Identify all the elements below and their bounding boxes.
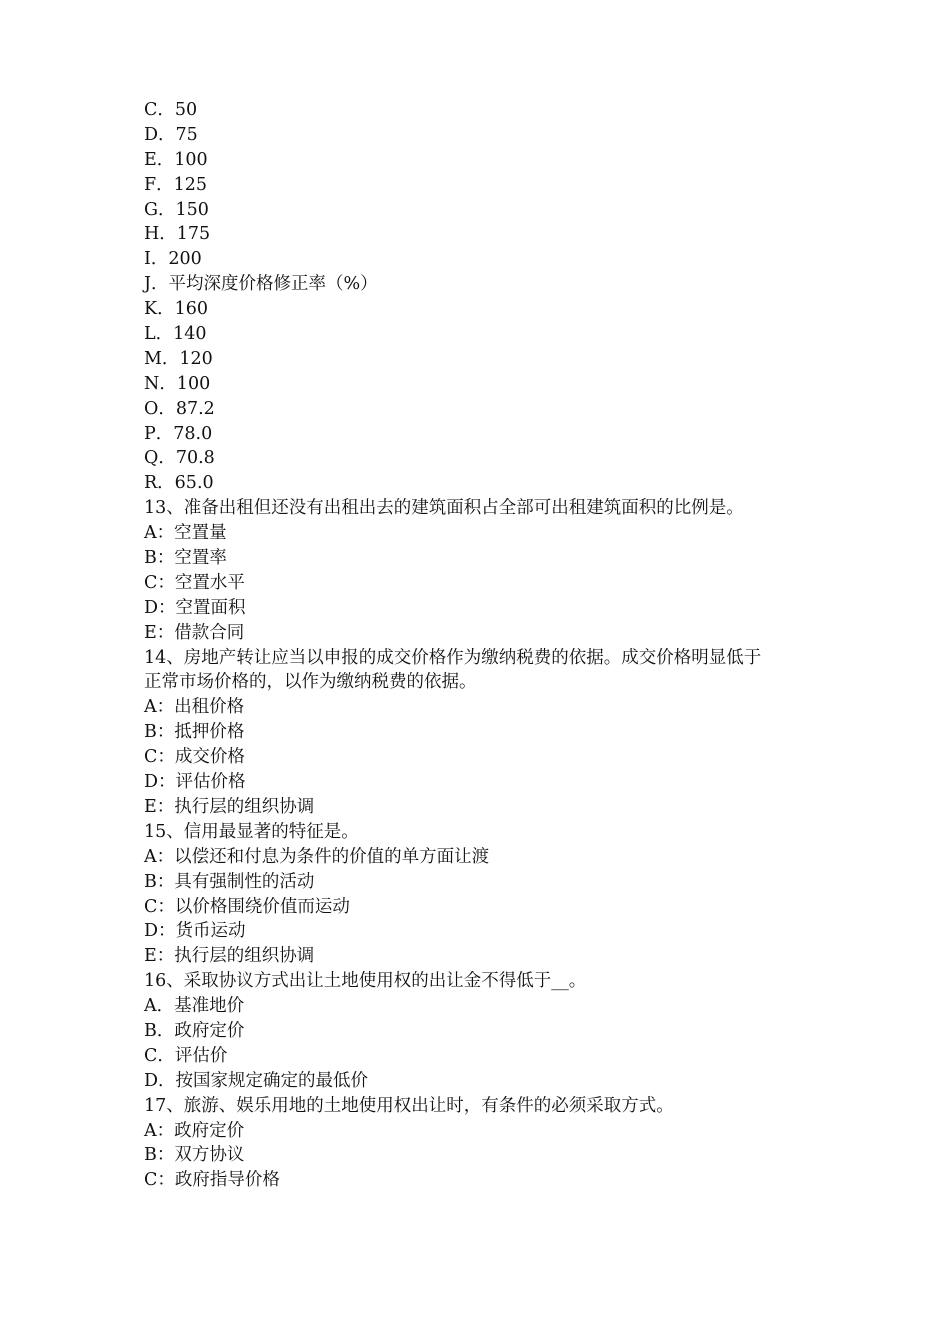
q15-option-a: A：以偿还和付息为条件的价值的单方面让渡 bbox=[144, 846, 490, 867]
q17-option-a: A：政府定价 bbox=[144, 1120, 245, 1141]
q14-option-b: B：抵押价格 bbox=[144, 722, 245, 743]
question-17: 17、旅游、娱乐用地的土地使用权出让时，有条件的必须采取方式。 bbox=[144, 1095, 674, 1116]
q16-option-b: B．政府定价 bbox=[144, 1020, 245, 1041]
q16-option-c: C．评估价 bbox=[144, 1045, 228, 1066]
q14-option-d: D：评估价格 bbox=[144, 772, 246, 793]
q13-option-a: A：空置量 bbox=[144, 523, 227, 544]
q13-option-b: B：空置率 bbox=[144, 548, 227, 569]
q16-option-d: D．按国家规定确定的最低价 bbox=[144, 1070, 369, 1091]
q16-option-a: A．基准地价 bbox=[144, 996, 245, 1017]
q13-option-d: D：空置面积 bbox=[144, 597, 246, 618]
option-q: Q．70.8 bbox=[144, 448, 215, 469]
document-body bbox=[144, 98, 814, 1193]
question-14-continued: 正常市场价格的，以作为缴纳税费的依据。 bbox=[144, 672, 477, 693]
q14-option-a: A：出租价格 bbox=[144, 697, 245, 718]
q17-option-b: B：双方协议 bbox=[144, 1145, 245, 1166]
q15-option-e: E：执行层的组织协调 bbox=[144, 946, 315, 967]
question-13: 13、准备出租但还没有出租出去的建筑面积占全部可出租建筑面积的比例是。 bbox=[144, 498, 744, 519]
option-l: L．140 bbox=[144, 324, 207, 345]
question-15: 15、信用最显著的特征是。 bbox=[144, 821, 359, 842]
option-o: O．87.2 bbox=[144, 398, 215, 419]
q13-option-c: C：空置水平 bbox=[144, 572, 245, 593]
option-e: E．100 bbox=[144, 149, 208, 170]
q17-option-c: C：政府指导价格 bbox=[144, 1170, 280, 1191]
q13-option-e: E：借款合同 bbox=[144, 622, 245, 643]
option-c: C．50 bbox=[144, 100, 198, 120]
q15-option-c: C：以价格围绕价值而运动 bbox=[144, 896, 350, 917]
option-r: R．65.0 bbox=[144, 473, 214, 494]
q14-option-e: E：执行层的组织协调 bbox=[144, 796, 315, 817]
q15-option-d: D：货币运动 bbox=[144, 921, 246, 942]
question-16: 16、采取协议方式出让土地使用权的出让金不得低于__。 bbox=[144, 971, 587, 992]
option-g: G．150 bbox=[144, 199, 209, 220]
option-h: H．175 bbox=[144, 224, 211, 245]
option-m: M．120 bbox=[144, 348, 213, 369]
question-14: 14、房地产转让应当以申报的成交价格作为缴纳税费的依据。成交价格明显低于 bbox=[144, 647, 762, 668]
option-k: K．160 bbox=[144, 299, 208, 320]
option-j: J．平均深度价格修正率（%） bbox=[144, 274, 378, 295]
option-n: N．100 bbox=[144, 373, 211, 394]
option-f: F．125 bbox=[144, 174, 208, 195]
q14-option-c: C：成交价格 bbox=[144, 747, 245, 768]
q15-option-b: B：具有强制性的活动 bbox=[144, 871, 315, 892]
option-i: I．200 bbox=[144, 249, 202, 270]
option-p: P．78.0 bbox=[144, 423, 213, 444]
option-d: D．75 bbox=[144, 124, 198, 145]
